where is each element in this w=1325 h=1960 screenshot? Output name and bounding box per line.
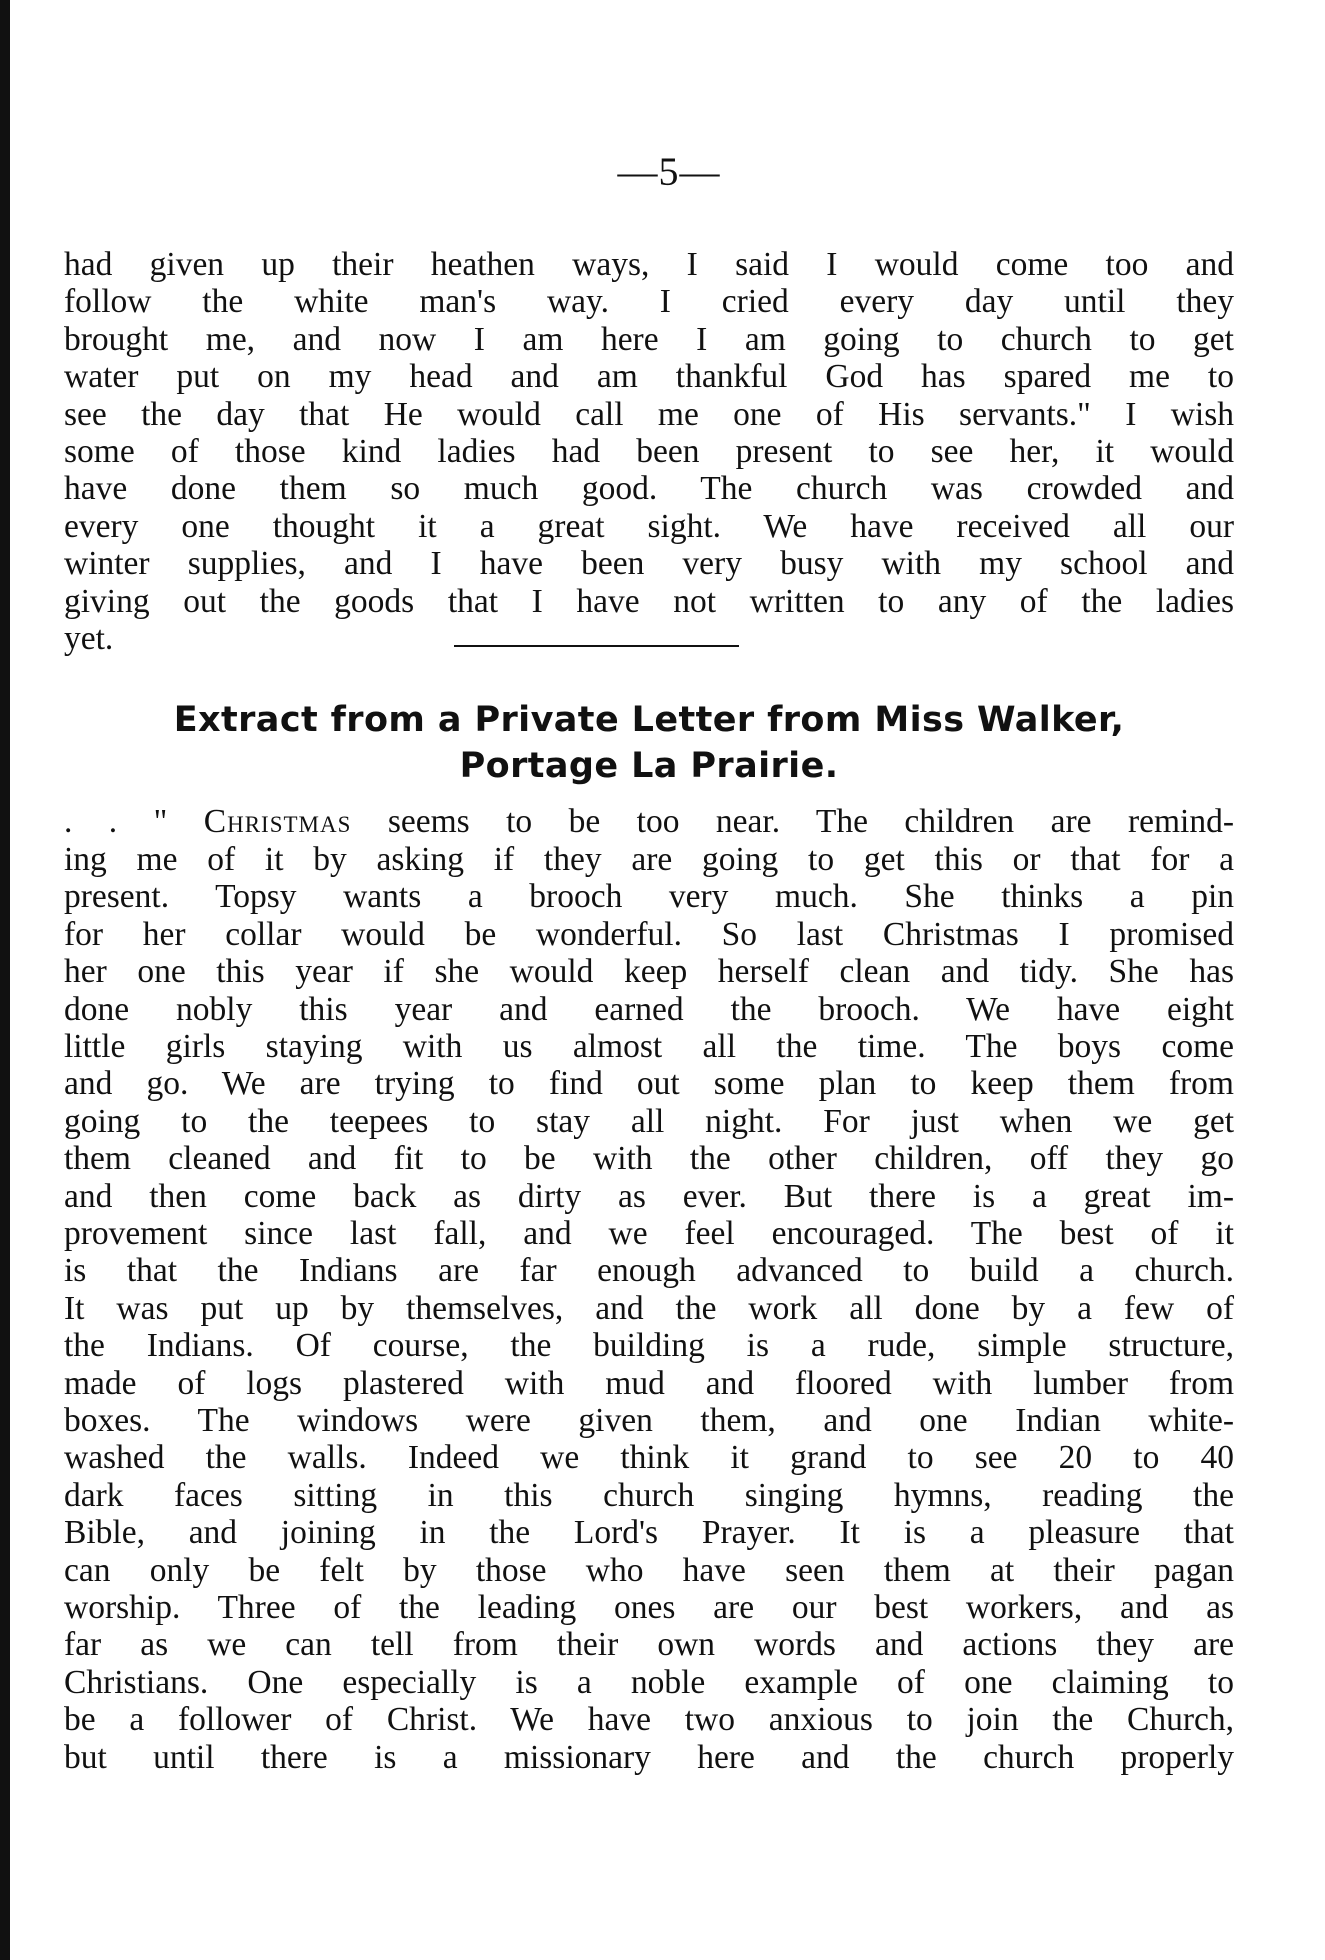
smallcaps-word: Christmas (203, 803, 352, 841)
text-line: her one this year if she would keep herself clean and tidy. She has (64, 953, 1234, 991)
extract-heading (64, 697, 1234, 789)
text-line: Bible, and joining in the Lord's Prayer. It is a pleasure that (64, 1514, 1234, 1552)
text-line: worship. Three of the leading ones are our best workers, and as (64, 1589, 1234, 1626)
text-line: be a follower of Christ. We have two anxious to join the Church, (64, 1701, 1234, 1739)
extract-heading-line-2: Portage La Prairie. (459, 746, 839, 787)
page-number: —5— (617, 149, 721, 194)
text-line: dark faces sitting in this church singing hymns, reading the (64, 1476, 1234, 1514)
text-line: washed the walls. Indeed we think it grand to see 20 to 40 (64, 1439, 1234, 1477)
text-line: going to the teepees to stay all night. For just when we get (64, 1102, 1234, 1140)
text-line: follow the white man's way. I cried every day until they (64, 283, 1234, 321)
first-line-rest: seems to be too near. The children are remind- (351, 803, 1234, 841)
text-line: but until there is a missionary here and the church properly (64, 1738, 1234, 1776)
text-line: have done them so much good. The church was crowded and (64, 470, 1234, 508)
continued-paragraph (64, 246, 1234, 657)
text-line: ing me of it by asking if they are going to get this or that for a (64, 840, 1234, 878)
text-line: present. Topsy wants a brooch very much. She thinks a pin (64, 878, 1234, 916)
text-line: every one thought it a great sight. We have received all our (64, 507, 1234, 545)
text-line: It was put up by themselves, and the work all done by a few of (64, 1289, 1234, 1327)
text-line: for her collar would be wonderful. So last Christmas I promised (64, 915, 1234, 953)
text-line: yet. (64, 620, 114, 658)
page-binding-edge (0, 0, 10, 1960)
text-line: far as we can tell from their own words and actions they are (64, 1626, 1234, 1664)
text-line: them cleaned and fit to be with the other children, off they go (64, 1140, 1234, 1178)
text-line: and go. We are trying to find out some plan to keep them from (64, 1065, 1234, 1103)
text-line: done nobly this year and earned the brooch. We have eight (64, 990, 1234, 1028)
text-line: little girls staying with us almost all the time. The boys come (64, 1027, 1234, 1065)
text-line: the Indians. Of course, the building is a rude, simple structure, (64, 1327, 1234, 1365)
text-line: can only be felt by those who have seen them at their pagan (64, 1551, 1234, 1589)
letter-paragraph (64, 803, 1234, 1776)
text-line: is that the Indians are far enough advanced to build a church. (64, 1252, 1234, 1290)
text-line: made of logs plastered with mud and floored with lumber from (64, 1364, 1234, 1402)
ellipsis-lead: . . " (64, 803, 204, 841)
text-line: giving out the goods that I have not written to any of the ladies (64, 582, 1234, 620)
text-line: winter supplies, and I have been very busy with my school and (64, 545, 1234, 583)
text-line: had given up their heathen ways, I said I would come too and (64, 246, 1234, 283)
extract-heading-line-1: Extract from a Private Letter from Miss Walker, (173, 700, 1125, 741)
text-line: boxes. The windows were given them, and one Indian white- (64, 1401, 1234, 1439)
text-line (64, 803, 1234, 840)
text-line: see the day that He would call me one of His servants." I wish (64, 395, 1234, 433)
text-line: Christians. One especially is a noble example of one claiming to (64, 1663, 1234, 1701)
text-line: brought me, and now I am here I am going to church to get (64, 320, 1234, 358)
text-line: water put on my head and am thankful God has spared me to (64, 358, 1234, 396)
text-line: some of those kind ladies had been present to see her, it would (64, 433, 1234, 471)
document-page (64, 150, 1234, 1776)
text-line: provement since last fall, and we feel encouraged. The best of it (64, 1214, 1234, 1252)
divider-rule (454, 645, 739, 647)
text-line: and then come back as dirty as ever. But there is a great im- (64, 1177, 1234, 1215)
